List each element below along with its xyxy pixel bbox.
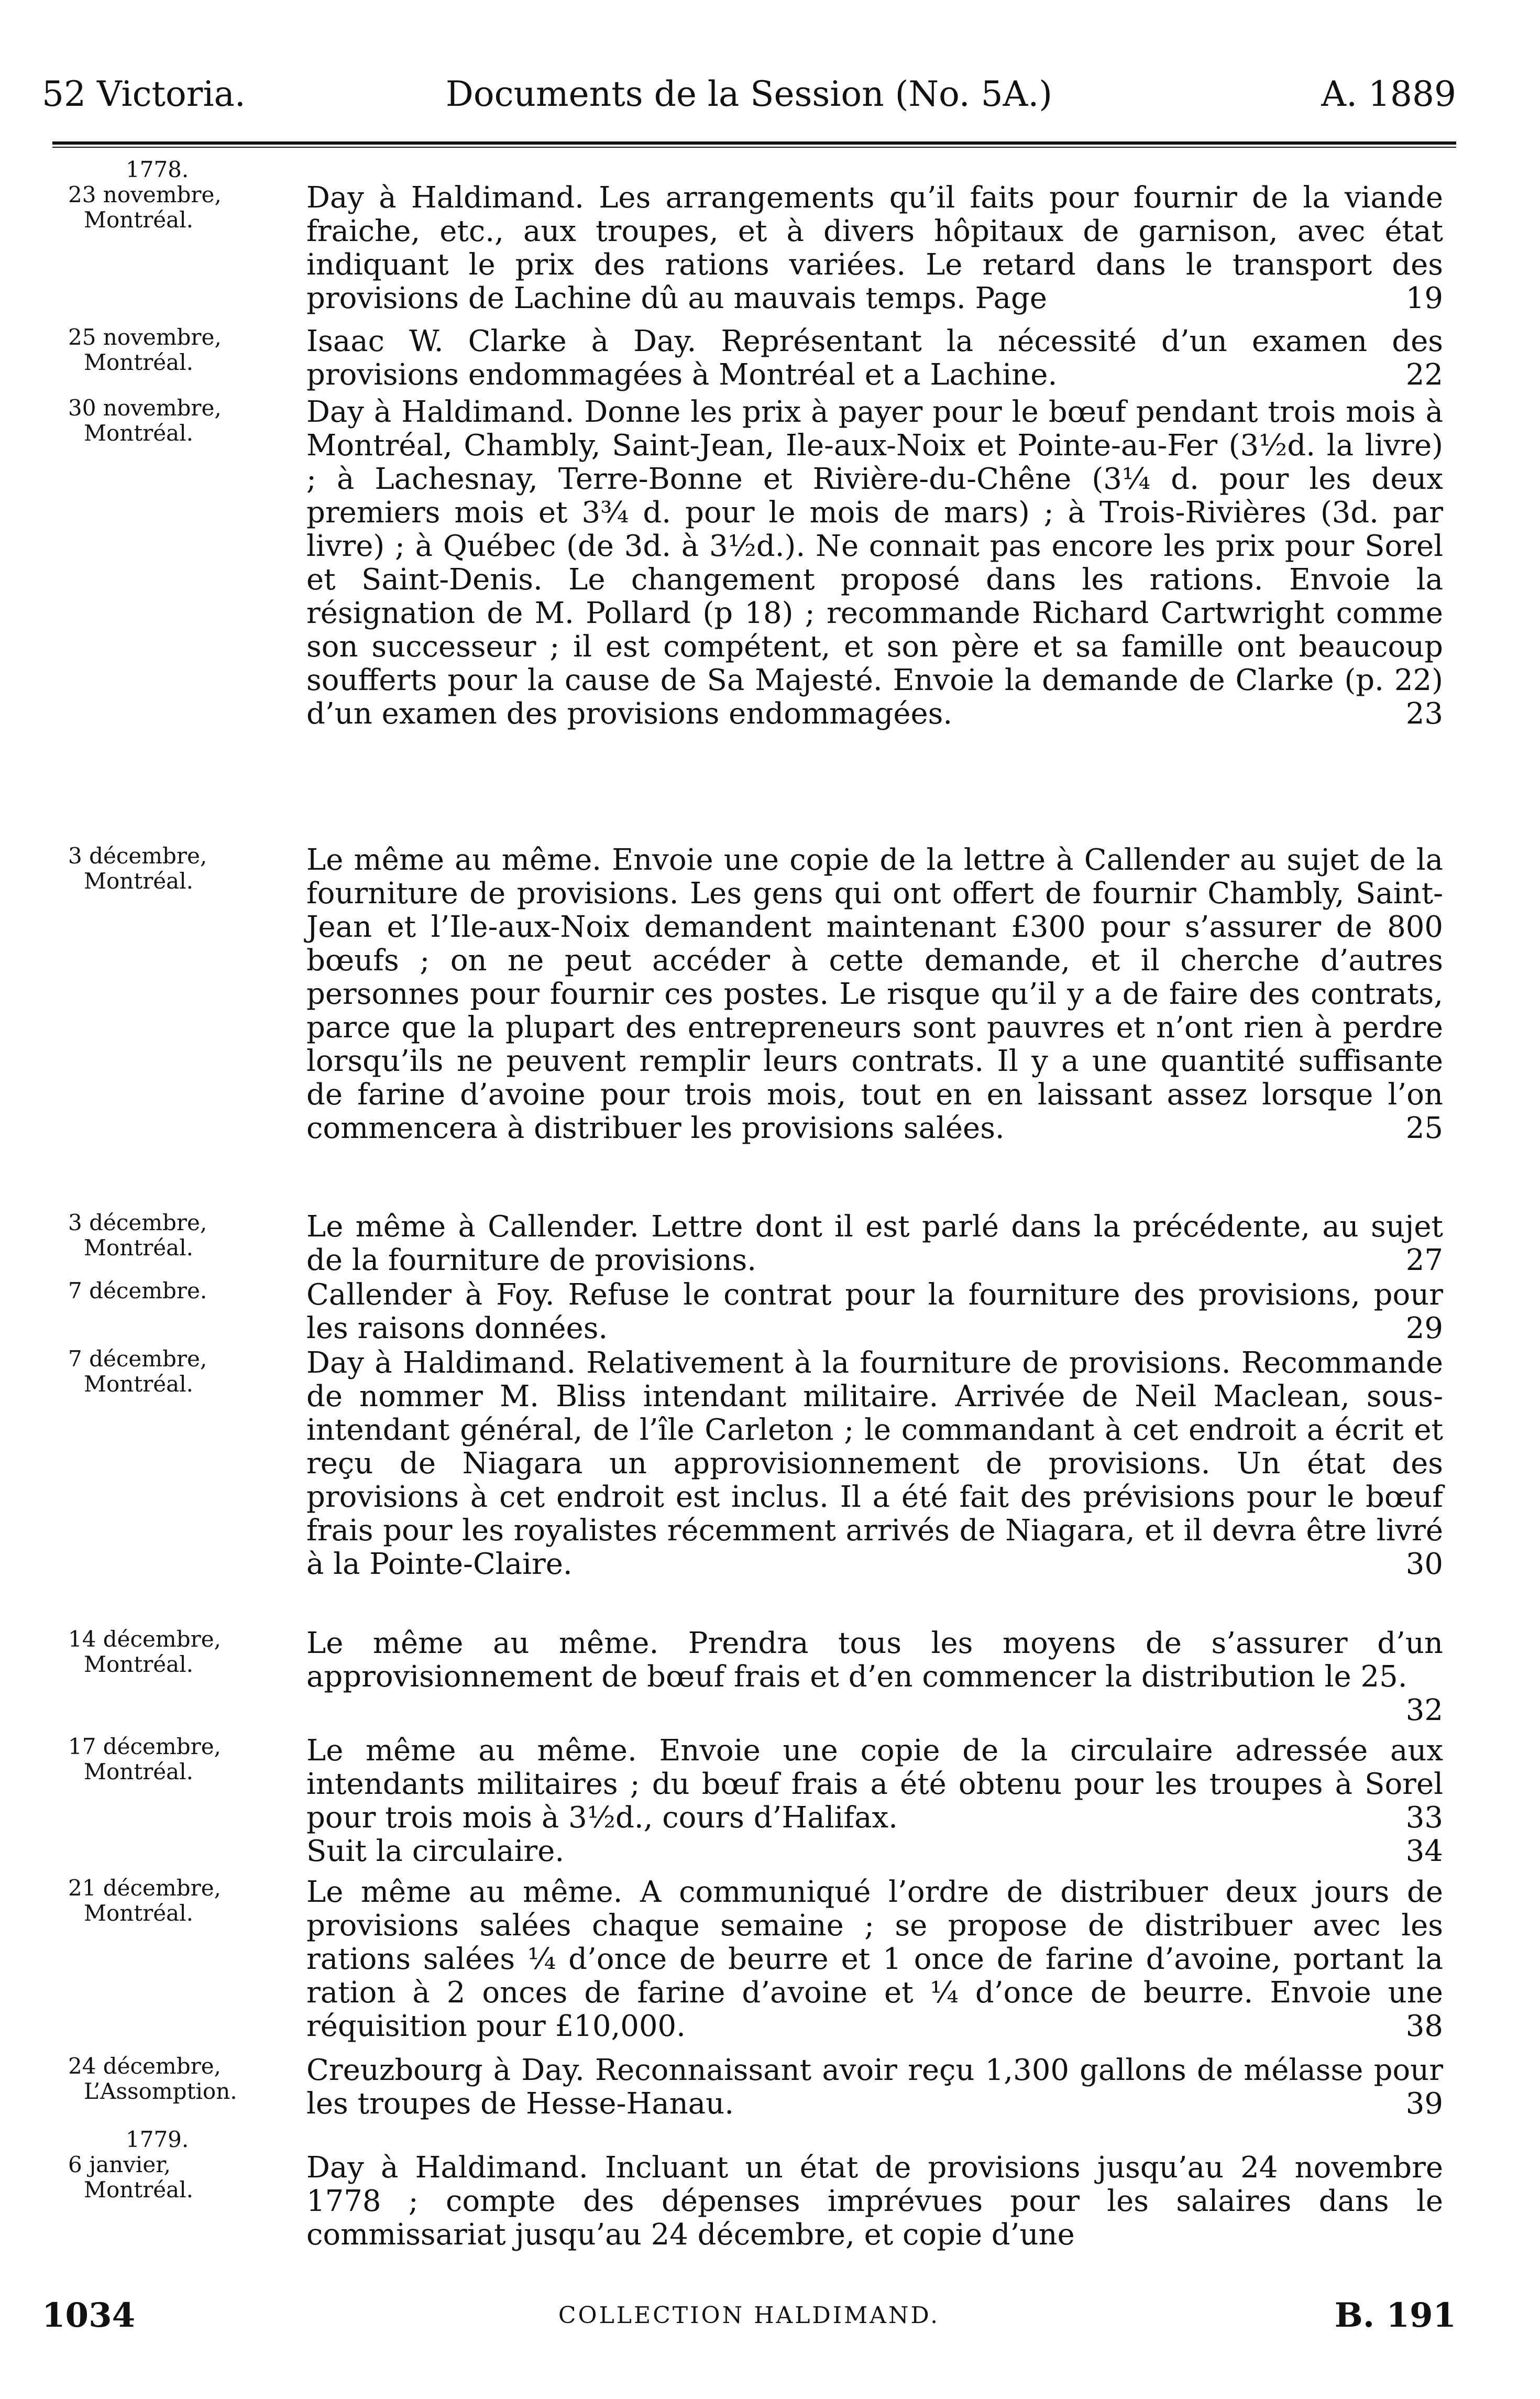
entry-page-ref: 27 xyxy=(1405,1243,1443,1277)
entry-summary: Day à Haldimand. Incluant un état de provisions jusqu’au 24 novembre 1778 ; compte des dépenses imprévues pour les salaires dans le commissariat jusqu’au 24 décembre, et copie d’une xyxy=(306,2151,1443,2252)
entry-place: Montréal. xyxy=(84,1235,193,1261)
entry-date: 7 décembre. xyxy=(68,1278,207,1303)
entry-place: Montréal. xyxy=(84,868,193,894)
entry-text xyxy=(306,1627,1443,1727)
entry-margin xyxy=(68,1346,288,1397)
entry-date: 3 décembre, xyxy=(68,1210,207,1235)
entry-page-ref: 23 xyxy=(1405,697,1443,731)
header-rule xyxy=(52,141,1456,145)
entry-place: Montréal. xyxy=(84,1759,193,1784)
entry-date: 14 décembre, xyxy=(68,1626,221,1652)
entry-margin xyxy=(68,396,288,446)
entry-text xyxy=(306,325,1443,392)
entry-summary: Day à Haldimand. Relativement à la fourniture de provisions. Recommande de nommer M. Bliss intendant militaire. Arrivée de Neil Maclean, sous-intendant général, de l’île Carleton ; le commandant à cet endroit a écrit et reçu de Niagara un approvisionnement de provisions. Un état des provisions à cet endroit est inclus. Il a été fait des prévisions pour le bœuf frais pour les royalistes récemment arrivés de Niagara, et il devra être livré à la Pointe-Claire. xyxy=(306,1346,1443,1581)
entry-page-ref: 19 xyxy=(1405,281,1443,315)
entry-text xyxy=(306,844,1443,1145)
entry-summary: Le même à Callender. Lettre dont il est parlé dans la précédente, au sujet de la fourniture de provisions. xyxy=(306,1210,1443,1277)
entry-margin xyxy=(68,2054,288,2104)
entry-text xyxy=(306,1876,1443,2043)
entry-margin xyxy=(68,1876,288,1926)
entry-page-ref: 22 xyxy=(1405,358,1443,392)
entry-date: 24 décembre, xyxy=(68,2053,221,2079)
page-header xyxy=(42,73,1456,115)
entry-margin xyxy=(68,1627,288,1677)
entry-margin xyxy=(68,325,288,375)
entry-date: 17 décembre, xyxy=(68,1734,221,1759)
entry-summary: Isaac W. Clarke à Day. Représentant la nécessité d’un examen des provisions endommagées à Montréal et a Lachine. xyxy=(306,324,1443,392)
entry-place: Montréal. xyxy=(84,1371,193,1397)
entry-text xyxy=(306,396,1443,731)
entry-place: Montréal. xyxy=(84,1651,193,1677)
entry-place: Montréal. xyxy=(84,420,193,446)
entry-place: Montréal. xyxy=(84,207,193,233)
entry-place: Montréal. xyxy=(84,1900,193,1926)
entry-summary: Le même au même. Prendra tous les moyens de s’assurer d’un approvisionnement de bœuf frais et d’en commencer la distribution le 25. xyxy=(306,1626,1443,1694)
entry-year: 1778. xyxy=(126,157,189,182)
entry-margin xyxy=(68,1210,288,1261)
entry-year: 1779. xyxy=(126,2127,189,2152)
entry-margin xyxy=(68,157,288,233)
entry-note-page-ref: 34 xyxy=(1405,1834,1443,1868)
entry-summary: Le même au même. Envoie une copie de la circulaire adressée aux intendants militaires ; du bœuf frais a été obtenu pour les troupes à Sorel pour trois mois à 3½d., cours d’Halifax. xyxy=(306,1734,1443,1835)
entry-note: Suit la circulaire. xyxy=(306,1834,565,1868)
entry-summary: Creuzbourg à Day. Reconnaissant avoir reçu 1,300 gallons de mélasse pour les troupes de Hesse-Hanau. xyxy=(306,2053,1443,2121)
entry-page-ref: 29 xyxy=(1405,1311,1443,1345)
entry-margin xyxy=(68,844,288,894)
entry-date: 23 novembre, xyxy=(68,182,222,207)
entry-date: 21 décembre, xyxy=(68,1875,221,1901)
entry-summary: Callender à Foy. Refuse le contrat pour la fourniture des provisions, pour les raisons données. xyxy=(306,1278,1443,1345)
page-footer xyxy=(42,2295,1456,2337)
entry-date: 3 décembre, xyxy=(68,843,207,869)
entry-summary: Day à Haldimand. Donne les prix à payer pour le bœuf pendant trois mois à Montréal, Chambly, Saint-Jean, Ile-aux-Noix et Pointe-au-Fer (3½d. la livre) ; à Lachesnay, Terre-Bonne et Rivière-du-Chêne (3¼ d. pour les deux premiers mois et 3¾ d. pour le mois de mars) ; à Trois-Rivières (3d. par livre) ; à Québec (de 3d. à 3½d.). Ne connait pas encore les prix pour Sorel et Saint-Denis. Le changement proposé dans les rations. Envoie la résignation de M. Pollard (p 18) ; recommande Richard Cartwright comme son successeur ; il est compétent, et son père et sa famille ont beaucoup soufferts pour la cause de Sa Majesté. Envoie la demande de Clarke (p. 22) d’un examen des provisions endommagées. xyxy=(306,395,1443,731)
entry-text xyxy=(306,1346,1443,1581)
header-volume: 52 Victoria. xyxy=(42,74,246,114)
footer-volume-ref: B. 191 xyxy=(1334,2296,1456,2335)
header-rule-thin xyxy=(52,147,1456,148)
entry-summary: Day à Haldimand. Les arrangements qu’il faits pour fournir de la viande fraiche, etc., aux troupes, et à divers hôpitaux de garnison, avec état indiquant le prix des rations variées. Le retard dans le transport des provisions de Lachine dû au mauvais temps. Page xyxy=(306,181,1443,315)
entry-place: L’Assomption. xyxy=(84,2078,237,2104)
footer-collection-title: COLLECTION HALDIMAND. xyxy=(558,2302,940,2329)
entry-page-ref: 30 xyxy=(1405,1547,1443,1581)
entry-page-ref: 25 xyxy=(1405,1111,1443,1145)
entry-date: 7 décembre, xyxy=(68,1346,207,1372)
footer-page-number: 1034 xyxy=(42,2296,136,2335)
entry-text xyxy=(306,1734,1443,1868)
entry-margin xyxy=(68,1734,288,1784)
entry-text xyxy=(306,2151,1443,2252)
entry-page-ref: 33 xyxy=(1405,1801,1443,1835)
entry-place: Montréal. xyxy=(84,349,193,375)
entry-date: 30 novembre, xyxy=(68,395,222,421)
entry-margin xyxy=(68,2127,288,2203)
header-year: A. 1889 xyxy=(1321,74,1456,114)
entry-date: 6 janvier, xyxy=(68,2152,171,2177)
entry-text xyxy=(306,2054,1443,2121)
entry-summary: Le même au même. A communiqué l’ordre de distribuer deux jours de provisions salées chaque semaine ; se propose de distribuer avec les rations salées ¼ d’once de beurre et 1 once de farine d’avoine, portant la ration à 2 onces de farine d’avoine et ¼ d’once de beurre. Envoie une réquisition pour £10,000. xyxy=(306,1875,1443,2043)
entry-text xyxy=(306,181,1443,315)
entry-text xyxy=(306,1210,1443,1277)
entry-text xyxy=(306,1278,1443,1345)
entry-date: 25 novembre, xyxy=(68,324,222,350)
entry-page-ref: 38 xyxy=(1405,2009,1443,2043)
entry-summary: Le même au même. Envoie une copie de la lettre à Callender au sujet de la fourniture de provisions. Les gens qui ont offert de fournir Chambly, Saint-Jean et l’Ile-aux-Noix demandent maintenant £300 pour s’assurer de 800 bœufs ; on ne peut accéder à cette demande, et il cherche d’autres personnes pour fournir ces postes. Le risque qu’il y a de faire des contrats, parce que la plupart des entrepreneurs sont pauvres et n’ont rien à perdre lorsqu’ils ne peuvent remplir leurs contrats. Il y a une quantité suffisante de farine d’avoine pour trois mois, tout en en laissant assez lorsque l’on commencera à distribuer les provisions salées. xyxy=(306,843,1443,1145)
entry-place: Montréal. xyxy=(84,2177,193,2203)
entry-page-ref: 39 xyxy=(1405,2087,1443,2121)
entry-page-ref: 32 xyxy=(1405,1693,1443,1727)
header-title: Documents de la Session (No. 5A.) xyxy=(445,74,1053,114)
entry-margin xyxy=(68,1278,288,1303)
